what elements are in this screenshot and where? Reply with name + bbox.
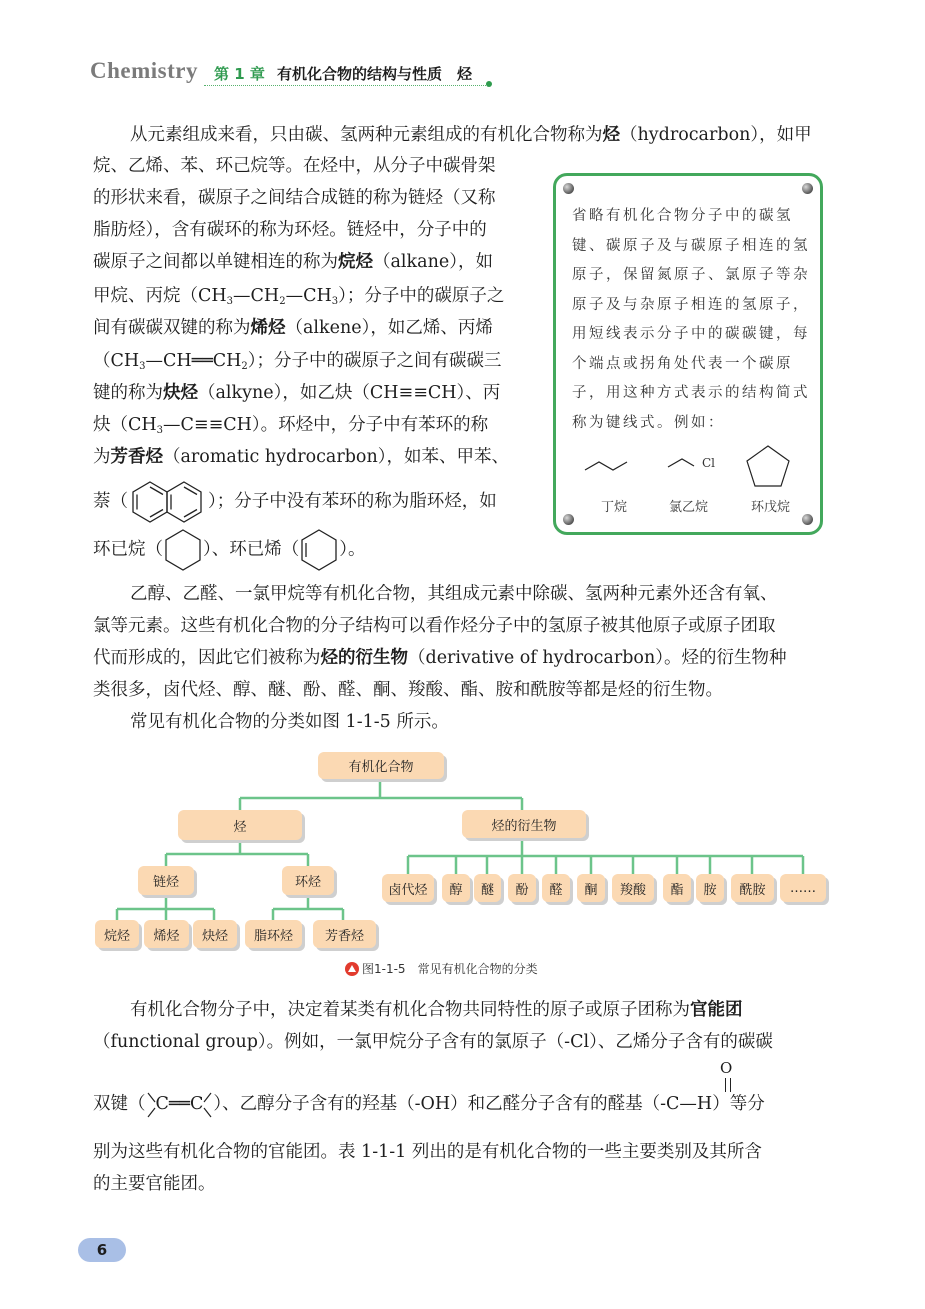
chapter-number: 第 1 章 <box>214 65 265 83</box>
paragraph-1-line-11: 为芳香烃（aromatic hydrocarbon），如苯、甲苯、 <box>93 447 509 467</box>
paragraph-2-line-1: 乙醇、乙醛、一氯甲烷等有机化合物，其组成元素中除碳、氢两种元素外还含有氧、 <box>130 584 778 604</box>
tree-node-derivative: 醛 <box>542 874 570 902</box>
tree-node-alicyclic: 脂环烃 <box>245 920 302 948</box>
cyclopentane-label: 环戊烷 <box>751 500 791 515</box>
paragraph-3: 常见有机化合物的分类如图 1-1-5 所示。 <box>130 712 449 732</box>
note-text: 省略有机化合物分子中的碳氢键、碳原子及与碳原子相连的氢原子，保留氮原子、氯原子等杂原子及与杂原子相连的氢原子，用短线表示分子中的碳碳键，每个端点或拐角处代表一个碳原子，用这种方式表示的结构简式称为键线式。例如： <box>572 208 810 431</box>
screw-icon <box>563 183 574 194</box>
skeletal-formula-note <box>553 173 823 535</box>
tree-node-derivative: 酚 <box>508 874 536 902</box>
figure-icon <box>345 962 359 976</box>
paragraph-1-line-10: 炔$(CH_3—C\equiv\equiv CH)$。环烃中，分子中有苯环的称 <box>93 415 489 436</box>
screw-icon <box>802 183 813 194</box>
header-dot <box>486 81 492 87</box>
tree-node-alkane: 烷烃 <box>95 920 139 948</box>
screw-icon <box>802 514 813 525</box>
cyclohexene-structure <box>299 528 339 572</box>
cc-double-bond-bracket-icon <box>203 1090 213 1120</box>
tree-node-hydrocarbon: 烃 <box>178 810 302 840</box>
paragraph-4-line-4: 别为这些有机化合物的官能团。表 1-1-1 列出的是有机化合物的一些主要类别及其所含 <box>93 1142 762 1162</box>
header-rule <box>204 85 488 86</box>
paragraph-4-line-3: 双键（ C══C ）、乙醇分子含有的羟基（-OH）和乙醛分子含有的醛基（-C—H）等分 <box>93 1088 765 1120</box>
paragraph-1-line-4: 脂肪烃），含有碳环的称为环烃。链烃中，分子中的 <box>93 220 487 240</box>
tree-node-derivative: …… <box>780 874 826 902</box>
chapter-title: 有机化合物的结构与性质 烃 <box>277 65 473 83</box>
paragraph-1-line-9: 键的称为炔烃（alkyne），如乙炔（CH≡≡CH）、丙 <box>93 383 501 403</box>
paragraph-1-line-5: 碳原子之间都以单键相连的称为烷烃（alkane），如 <box>93 252 493 272</box>
paragraph-2-line-2: 氯等元素。这些有机化合物的分子结构可以看作烃分子中的氢原子被其他原子或原子团取 <box>93 616 776 636</box>
figure-caption: 图1-1-5 常见有机化合物的分类 <box>345 960 538 977</box>
paragraph-1-line-3: 的形状来看，碳原子之间结合成链的称为链烃（又称 <box>93 188 496 208</box>
tree-node-aromatic: 芳香烃 <box>313 920 376 948</box>
paragraph-1-line-13: 环已烷（ ）、环已烯（ ）。 <box>93 528 366 572</box>
tree-node-alkene: 烯烃 <box>144 920 189 948</box>
paragraph-2-line-4: 类很多，卤代烃、醇、醚、酚、醛、酮、羧酸、酯、胺和酰胺等都是烃的衍生物。 <box>93 680 723 700</box>
butane-structure <box>585 462 627 470</box>
note-structures <box>581 444 811 494</box>
paragraph-1-line-7: 间有碳碳双键的称为烯烃（alkene），如乙烯、丙烯 <box>93 318 493 338</box>
tree-node-derivative: 卤代烃 <box>382 874 434 902</box>
paragraph-2-line-3: 代而形成的，因此它们被称为烃的衍生物（derivative of hydrocarbon）。烃的衍生物种 <box>93 648 787 668</box>
cyclohexane-structure <box>163 528 203 572</box>
screw-icon <box>563 514 574 525</box>
tree-node-organic-compound: 有机化合物 <box>318 752 444 779</box>
tree-node-derivative: 醚 <box>474 874 501 902</box>
paragraph-1-line-2: 烷、乙烯、苯、环己烷等。在烃中，从分子中碳骨架 <box>93 156 496 176</box>
chloroethane-label: 氯乙烷 <box>669 500 709 515</box>
tree-node-chain-hydrocarbon: 链烃 <box>138 866 194 895</box>
aldehyde-oxygen-label: O <box>720 1059 733 1077</box>
paragraph-4-line-1: 有机化合物分子中，决定着某类有机化合物共同特性的原子或原子团称为官能团 <box>130 1000 743 1020</box>
naphthalene-structure <box>128 480 208 524</box>
tree-node-cyclic-hydrocarbon: 环烃 <box>282 866 334 895</box>
chloroethane-structure <box>668 459 694 467</box>
tree-node-derivative: 酯 <box>663 874 691 902</box>
cc-double-bond-bracket-icon <box>146 1090 156 1120</box>
chlorine-label: Cl <box>702 456 716 470</box>
paragraph-4-line-5: 的主要官能团。 <box>93 1174 216 1194</box>
page-number: 6 <box>78 1238 126 1262</box>
tree-node-hydrocarbon-derivative: 烃的衍生物 <box>462 810 586 838</box>
tree-node-derivative: 酮 <box>577 874 605 902</box>
cyclopentane-structure <box>747 446 789 486</box>
tree-node-derivative: 酰胺 <box>731 874 774 902</box>
tree-node-derivative: 羧酸 <box>612 874 654 902</box>
paragraph-1-line-1: 从元素组成来看，只由碳、氢两种元素组成的有机化合物称为烃（hydrocarbon），如甲 <box>130 125 812 145</box>
paragraph-1-line-8: $(CH_3—CH══CH_2)$；分子中的碳原子之间有碳碳三 <box>93 351 502 372</box>
tree-node-alkyne: 炔烃 <box>193 920 237 948</box>
running-header-brand: Chemistry <box>90 58 198 83</box>
tree-node-derivative: 胺 <box>696 874 724 902</box>
paragraph-4-line-2: （functional group）。例如，一氯甲烷分子含有的氯原子（-Cl）、乙烯分子含有的碳碳 <box>93 1032 773 1052</box>
paragraph-1-line-6: 甲烷、丙烷$(CH_3—CH_2—CH_3)$；分子中的碳原子之 <box>93 286 505 307</box>
butane-label: 丁烷 <box>601 500 628 515</box>
paragraph-1-line-12: 萘（ ）；分子中没有苯环的称为脂环烃，如 <box>93 480 497 524</box>
tree-node-derivative: 醇 <box>442 874 470 902</box>
